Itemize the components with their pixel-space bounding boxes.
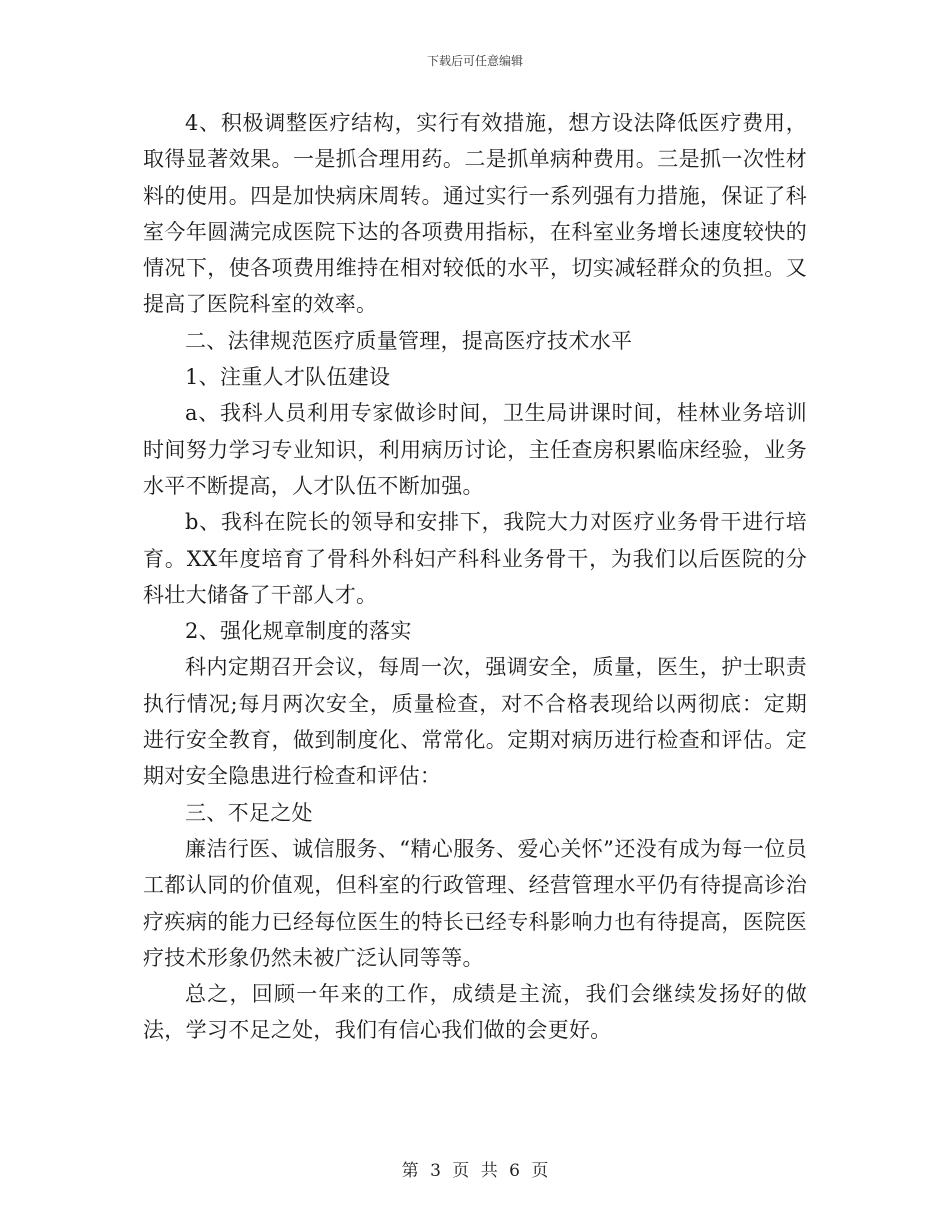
subheading-talent: 1、注重人才队伍建设	[185, 365, 391, 390]
page-header: 下载后可任意编辑	[426, 54, 523, 68]
paragraph-cost-control: 4、积极调整医疗结构，实行有效措施，想方设法降低医疗费用，取得显著效果。一是抓合理用药。二是抓单病种费用。三是抓一次性材料的使用。四是加快病床周转。通过实行一系列强有力措施，保证了科室今年圆满完成医院下达的各项费用指标，在科室业务增长速度较快的情况下，使各项费用维持在相对较低的水平，切实减轻群众的负担。又提高了医院科室的效率。	[143, 111, 807, 317]
paragraph-talent-b: b、我科在院长的领导和安排下，我院大力对医疗业务骨干进行培育。XX年度培育了骨科外科妇产科科业务骨干，为我们以后医院的分科壮大储备了干部人才。	[143, 510, 807, 607]
paragraph-conclusion: 总之，回顾一年来的工作，成绩是主流，我们会继续发扬好的做法，学习不足之处，我们有信心我们做的会更好。	[143, 982, 807, 1043]
page-number: 第 3 页 共 6 页	[401, 1161, 549, 1181]
paragraph-shortcomings: 廉洁行医、诚信服务、“精心服务、爱心关怀”还没有成为每一位员工都认同的价值观，但科室的行政管理、经营管理水平仍有待提高诊治疗疾病的能力已经每位医生的特长已经专科影响力也有待提高，医院医疗技术形象仍然未被广泛认同等等。	[143, 836, 807, 970]
subheading-rules: 2、强化规章制度的落实	[185, 619, 412, 644]
section-heading-shortcomings: 三、不足之处	[185, 800, 313, 825]
paragraph-talent-a: a、我科人员利用专家做诊时间，卫生局讲课时间，桂林业务培训时间努力学习专业知识，利用病历讨论，主任查房积累临床经验，业务水平不断提高，人才队伍不断加强。	[143, 401, 807, 498]
document-body	[143, 105, 807, 1049]
paragraph-rules: 科内定期召开会议，每周一次，强调安全，质量，医生，护士职责执行情况;每月两次安全，质量检查，对不合格表现给以两彻底：定期进行安全教育，做到制度化、常常化。定期对病历进行检查和评估。定期对安全隐患进行检查和评估：	[143, 655, 807, 789]
section-heading-quality: 二、法律规范医疗质量管理，提高医疗技术水平	[185, 328, 633, 353]
